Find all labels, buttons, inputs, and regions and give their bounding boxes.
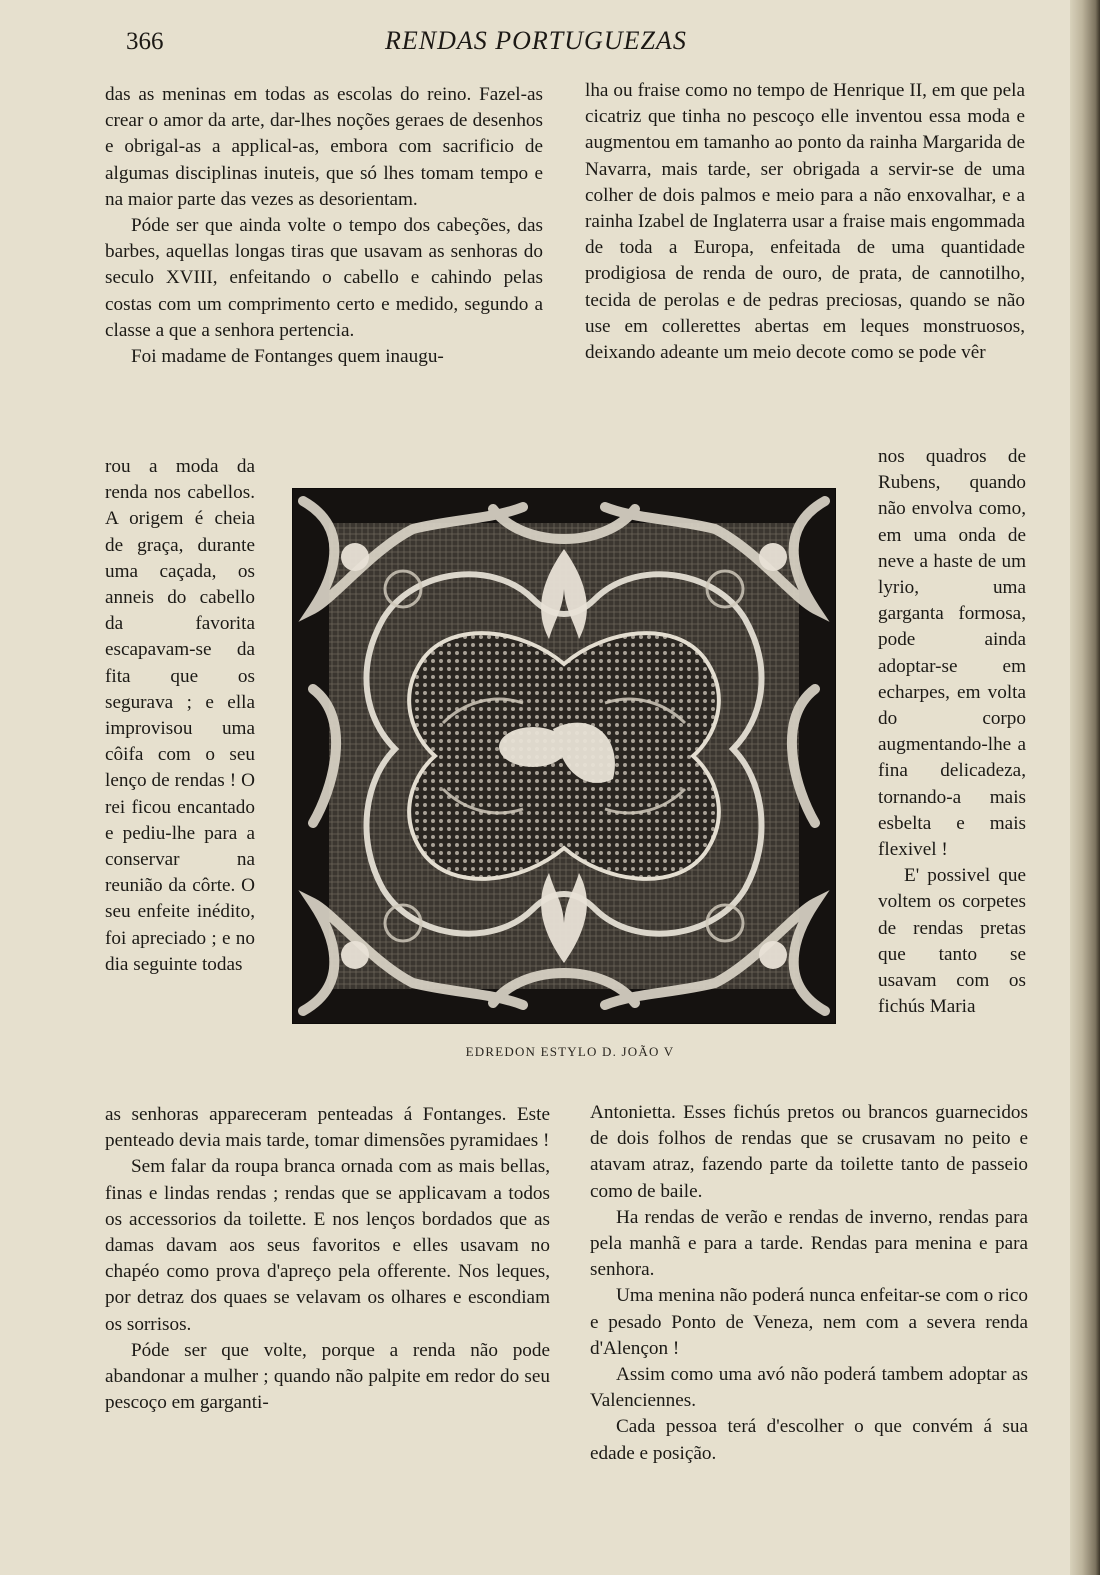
paragraph: Póde ser que volte, porque a renda não pode abandonar a mulher ; quando não palpite em redor do seu pescoço em garganti- bbox=[105, 1339, 550, 1414]
paragraph: as senhoras appareceram penteadas á Fontanges. Este penteado devia mais tarde, tomar dimensões pyramidaes ! bbox=[105, 1104, 550, 1152]
book-spine-shadow bbox=[1070, 0, 1100, 1575]
page-header bbox=[0, 24, 1070, 64]
lace-pattern-image bbox=[293, 489, 835, 1023]
paragraph: lha ou fraise como no tempo de Henrique II, em que pela cicatriz que tinha no pescoço elle inventou essa moda e augmentou em tamanho ao ponto da rainha Margarida de Navarra, mais tarde, ser obrigada a servir-se de uma colher de dois palmos e meio para a não enxovalhar, e a rainha Izabel de Inglaterra usar a fraise mais engommada de toda a Europa, enfeitada de uma quantidade prodigiosa de renda de ouro, de prata, de cannotilho, tecida de perolas e de pedras preciosas, quando se não use em collerettes abertas em leques monstruosos, deixando adeante um meio decote como se pode vêr bbox=[585, 80, 1025, 364]
left-column-top bbox=[105, 82, 543, 370]
figure-caption: EDREDON ESTYLO D. JOÃO V bbox=[465, 1044, 675, 1059]
paragraph: Antonietta. Esses fichús pretos ou brancos guarnecidos de dois folhos de rendas que se crusavam no peito e atavam atraz, fazendo parte da toilette tanto de passeio como de baile. bbox=[590, 1102, 1028, 1202]
right-column-top bbox=[585, 78, 1025, 366]
paragraph: rou a moda da renda nos cabellos. A origem é cheia de graça, durante uma caçada, os anneis do cabello da favorita escapavam-se da fita que os segurava ; e ella improvisou uma côifa com o seu lenço de rendas ! O rei ficou encantado e pediu-lhe para a conservar na reunião da côrte. O seu enfeite inédito, foi apreciado ; e no dia seguinte todas bbox=[105, 456, 255, 975]
left-column-wrapped-text bbox=[105, 454, 255, 978]
paragraph: Cada pessoa terá d'escolher o que convém á sua edade e posição. bbox=[590, 1416, 1028, 1464]
right-column-wrapped-text bbox=[878, 444, 1026, 1020]
paragraph: Uma menina não poderá nunca enfeitar-se com o rico e pesado Ponto de Veneza, nem com a severa renda d'Alençon ! bbox=[590, 1285, 1028, 1359]
paragraph: das as meninas em todas as escolas do reino. Fazel-as crear o amor da arte, dar-lhes noções geraes de desenhos e obrigal-as a applical-as, embora com sacrificio de algumas disciplinas inuteis, que só lhes tomam tempo e na maior parte das vezes as desorientam. bbox=[105, 84, 543, 210]
paragraph: Sem falar da roupa branca ornada com as mais bellas, finas e lindas rendas ; rendas que se applicavam a todos os accessorios da toilette. E nos lenços bordados que as damas davam aos seus favoritos e elles usavam no chapéo como prova d'apreço pela offerente. Nos leques, por detraz dos quaes se velavam os olhares e escondiam os sorrisos. bbox=[105, 1156, 550, 1335]
lace-bedspread-illustration bbox=[292, 488, 836, 1024]
page-number: 366 bbox=[126, 28, 164, 55]
paragraph: nos quadros de Rubens, quando não envolva como, em uma onda de neve a haste de um lyrio, uma garganta formosa, pode ainda adoptar-se em echarpes, em volta do corpo augmentando-lhe a fina delicadeza, tornando-a mais esbelta e mais flexivel ! bbox=[878, 446, 1026, 861]
paragraph: Assim como uma avó não poderá tambem adoptar as Valenciennes. bbox=[590, 1364, 1028, 1412]
running-title: RENDAS PORTUGUEZAS bbox=[385, 26, 687, 55]
paragraph: Foi madame de Fontanges quem inaugu- bbox=[131, 346, 444, 368]
paragraph: E' possivel que voltem os corpetes de rendas pretas que tanto se usavam com os fichús Maria bbox=[878, 865, 1026, 1018]
right-column-bottom bbox=[590, 1100, 1028, 1467]
paragraph: Póde ser que ainda volte o tempo dos cabeções, das barbes, aquellas longas tiras que usavam as senhoras do seculo XVIII, enfeitando o cabello e cahindo pelas costas com um comprimento certo e medido, segundo a classe a que a senhora pertencia. bbox=[105, 215, 543, 341]
left-column-bottom bbox=[105, 1102, 550, 1416]
paragraph: Ha rendas de verão e rendas de inverno, rendas para pela manhã e para a tarde. Rendas para menina e para senhora. bbox=[590, 1206, 1028, 1281]
